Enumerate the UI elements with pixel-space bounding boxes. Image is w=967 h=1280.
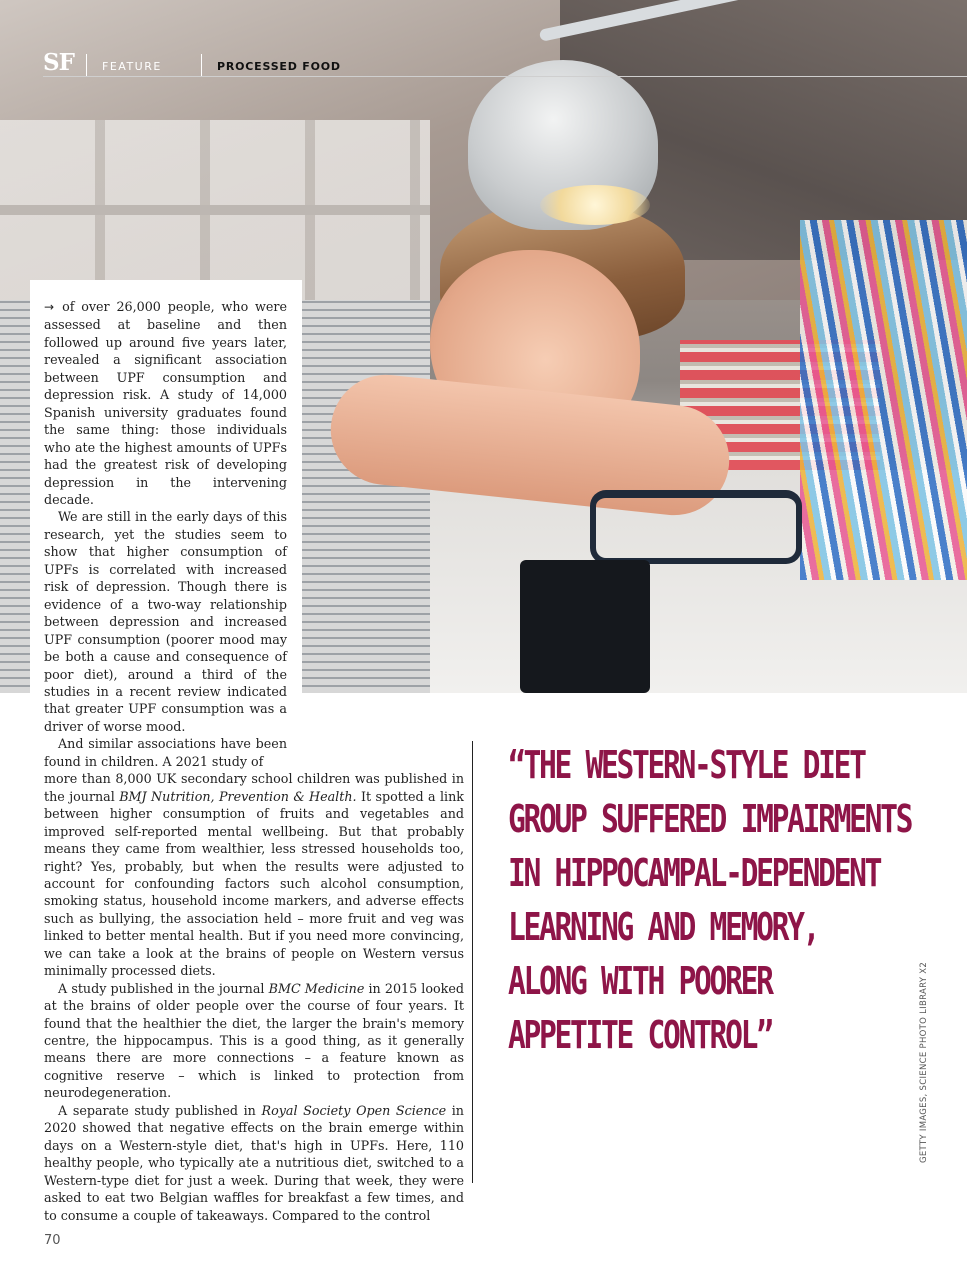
header-rule: [43, 76, 967, 77]
paragraph: more than 8,000 UK secondary school children was published in the journal BMJ Nutrition, Prevention & Health. It spotted a link between higher consumption of fruits and vegetables and improved self-reported mental wellbeing. But that probably means they came from wealthier, less stressed households too, right? Yes, probably, but when the results were adjusted to account for confounding factors such alcohol consumption, smoking status, household income markers, and adverse effects such as bullying, the association held – more fruit and veg was linked to better mental health. But if you need more convincing, we can take a look at the brains of people on Western versus minimally processed diets.: [44, 771, 464, 979]
page-header: [0, 0, 967, 80]
pull-quote-line: “THE WESTERN-STYLE DIET: [508, 743, 865, 787]
pull-quote-line: GROUP SUFFERED IMPAIRMENTS: [508, 797, 912, 841]
journal-title: Royal Society Open Science: [261, 1102, 447, 1118]
header-divider: [201, 54, 202, 76]
page-number: 70: [44, 1233, 61, 1248]
pull-quote-line: IN HIPPOCAMPAL-DEPENDENT: [508, 851, 881, 895]
column-rule: [472, 741, 473, 1183]
photo-credit: GETTY IMAGES, SCIENCE PHOTO LIBRARY X2: [919, 961, 929, 1163]
paragraph: → of over 26,000 people, who were assessed at baseline and then followed up around five years later, revealed a significant association between UPF consumption and depression risk. A study of 14,000 Spanish university graduates found the same thing: those individuals who ate the highest amounts of UPFs had the greatest risk of developing depression in the intervening decade.: [44, 299, 287, 507]
pull-quote-line: APPETITE CONTROL”: [508, 1013, 772, 1057]
arrow-right-icon: →: [44, 300, 55, 314]
photo-glasses: [590, 490, 802, 564]
article-body: [44, 298, 464, 1224]
photo-foreground-object: [520, 560, 650, 693]
header-divider: [86, 54, 87, 76]
journal-title: BMC Medicine: [268, 980, 365, 996]
pull-quote-line: LEARNING AND MEMORY,: [508, 905, 819, 949]
topic-label: PROCESSED FOOD: [217, 60, 341, 73]
section-label: FEATURE: [102, 60, 162, 73]
paragraph: And similar associations have been found in children. A 2021 study of: [44, 736, 287, 769]
magazine-logo: SF: [43, 49, 74, 76]
paragraph: We are still in the early days of this research, yet the studies seem to show that higher consumption of UPFs is correlated with increased risk of depression. Though there is evidence of a two-way relationship between depression and increased UPF consumption (poorer mood may be both a cause and consequence of poor diet), around a third of the studies in a recent review indicated that greater UPF consumption was a driver of worse mood.: [44, 509, 287, 734]
paragraph: A study published in the journal BMC Medicine in 2015 looked at the brains of older people over the course of four years. It found that the healthier the diet, the larger the brain's memory centre, the hippocampus. This is a good thing, as it generally means there are more connections – a feature known as cognitive reserve – which is linked to protection from neurodegeneration.: [44, 980, 464, 1101]
pull-quote: [508, 738, 912, 1062]
journal-title: BMJ Nutrition, Prevention & Health.: [119, 788, 357, 804]
paragraph: A separate study published in Royal Society Open Science in 2020 showed that negative effects on the brain emerge within days on a Western-style diet, that's high in UPFs. Here, 110 healthy people, who typically ate a nutritious diet, switched to a Western-type diet for just a week. During that week, they were asked to eat two Belgian waffles for breakfast a few times, and to consume a couple of takeaways. Compared to the control: [44, 1102, 464, 1223]
photo-pencil-pot: [800, 220, 967, 580]
photo-shelf-edge: [0, 205, 430, 215]
photo-lamp-glow: [540, 185, 650, 225]
pull-quote-line: ALONG WITH POORER: [508, 959, 772, 1003]
